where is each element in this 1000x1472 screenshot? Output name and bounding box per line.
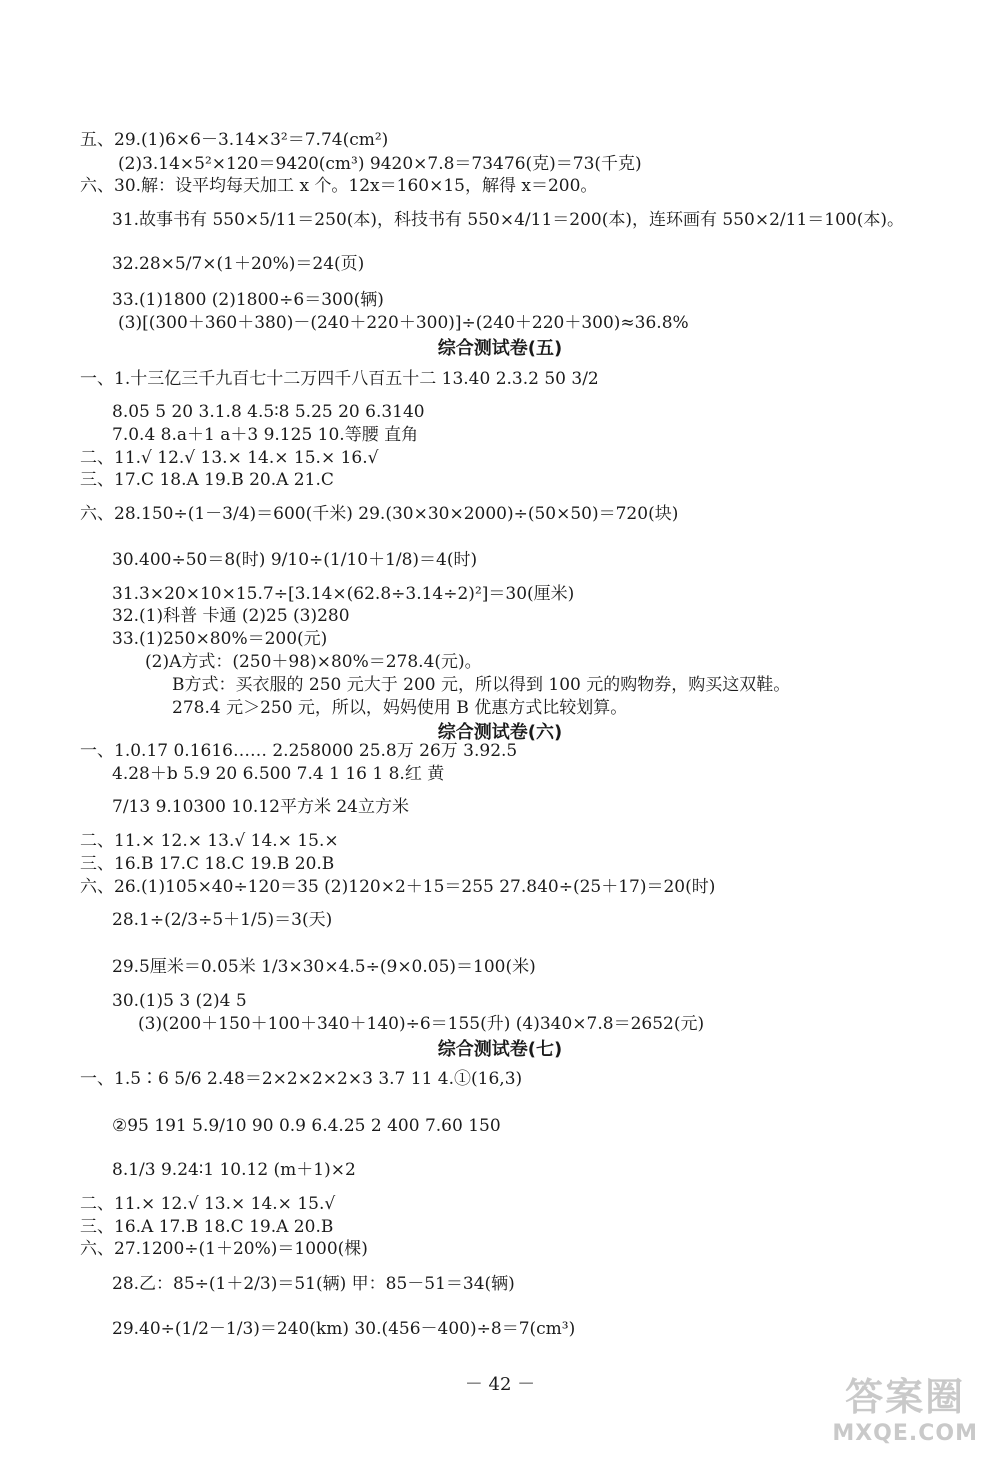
answer-line: 31.3×20×10×15.7÷[3.14×(62.8÷3.14÷2)²]＝30(厘米) [112, 584, 575, 604]
answer-line: 三、16.A 17.B 18.C 19.A 20.B [80, 1217, 334, 1237]
answer-line: 30.400÷50＝8(时) 9/10÷(1/10＋1/8)＝4(时) [112, 550, 478, 570]
answer-line: ②95 191 5.9/10 90 0.9 6.4.25 2 400 7.60 150 [112, 1116, 501, 1136]
answer-line: 8.05 5 20 3.1.8 4.5∶8 5.25 20 6.3140 [112, 402, 425, 422]
answer-line: 29.5厘米＝0.05米 1/3×30×4.5÷(9×0.05)＝100(米) [112, 957, 536, 977]
answer-line: 4.28＋b 5.9 20 6.500 7.4 1 16 1 8.红 黄 [112, 764, 445, 784]
answer-line: (3)[(300＋360＋380)－(240＋220＋300)]÷(240＋220＋300)≈36.8% [118, 313, 689, 333]
answer-line: 28.乙：85÷(1＋2/3)＝51(辆) 甲：85－51＝34(辆) [112, 1274, 515, 1294]
section-title: 综合测试卷(五) [437, 338, 563, 359]
answer-line: 7.0.4 8.a＋1 a＋3 9.125 10.等腰 直角 [112, 425, 419, 445]
answer-line: 五、29.(1)6×6－3.14×3²＝7.74(cm²) [80, 130, 389, 150]
watermark-text: 答案圈 [845, 1375, 966, 1419]
watermark-url: MXQE.COM [832, 1421, 978, 1446]
section-title: 综合测试卷(七) [437, 1039, 563, 1060]
answer-line: (3)(200＋150＋100＋340＋140)÷6＝155(升) (4)340×7.8＝2652(元) [138, 1014, 705, 1034]
answer-line: 7/13 9.10300 10.12平方米 24立方米 [112, 797, 409, 817]
answer-line: 一、1.5∶6 5/6 2.48＝2×2×2×2×3 3.7 11 4.①(16,3) [80, 1069, 523, 1089]
answer-line: 29.40÷(1/2－1/3)＝240(km) 30.(456－400)÷8＝7(cm³) [112, 1319, 576, 1339]
answer-line: 32.(1)科普 卡通 (2)25 (3)280 [112, 606, 350, 626]
answer-line: (2)3.14×5²×120＝9420(cm³) 9420×7.8＝73476(克)＝73(千克) [118, 154, 642, 174]
answer-line: 三、17.C 18.A 19.B 20.A 21.C [80, 470, 334, 490]
answer-line: 32.28×5/7×(1＋20%)＝24(页) [112, 254, 365, 274]
answer-line: 二、11.× 12.√ 13.× 14.× 15.√ [80, 1194, 336, 1214]
answer-line: 六、28.150÷(1－3/4)＝600(千米) 29.(30×30×2000)÷(50×50)＝720(块) [80, 504, 679, 524]
answer-line: 31.故事书有 550×5/11＝250(本)，科技书有 550×4/11＝200(本)，连环画有 550×2/11＝100(本)。 [112, 210, 904, 230]
answer-line: 278.4 元＞250 元，所以，妈妈使用 B 优惠方式比较划算。 [172, 698, 628, 718]
answer-line: (2)A方式：(250＋98)×80%＝278.4(元)。 [145, 652, 482, 672]
answer-line: 30.(1)5 3 (2)4 5 [112, 991, 247, 1011]
answer-line: 六、30.解：设平均每天加工 x 个。12x＝160×15，解得 x＝200。 [80, 176, 598, 196]
page-number: － 42 － [464, 1374, 536, 1395]
answer-line: 28.1÷(2/3÷5＋1/5)＝3(天) [112, 910, 333, 930]
answer-line: 8.1/3 9.24∶1 10.12 (m＋1)×2 [112, 1160, 356, 1180]
section-title: 综合测试卷(六) [437, 722, 563, 743]
answer-line: B方式：买衣服的 250 元大于 200 元，所以得到 100 元的购物券，购买这双鞋。 [172, 675, 791, 695]
answer-line: 33.(1)250×80%＝200(元) [112, 629, 328, 649]
answer-line: 33.(1)1800 (2)1800÷6＝300(辆) [112, 290, 384, 310]
answer-line: 一、1.0.17 0.1616…… 2.258000 25.8万 26万 3.92.5 [80, 741, 518, 761]
watermark-logo [832, 1366, 978, 1446]
answer-line: 二、11.× 12.× 13.√ 14.× 15.× [80, 831, 339, 851]
answer-line: 三、16.B 17.C 18.C 19.B 20.B [80, 854, 335, 874]
answer-line: 二、11.√ 12.√ 13.× 14.× 15.× 16.√ [80, 448, 379, 468]
answer-line: 一、1.十三亿三千九百七十二万四千八百五十二 13.40 2.3.2 50 3/2 [80, 369, 599, 389]
answer-line: 六、26.(1)105×40÷120＝35 (2)120×2＋15＝255 27.840÷(25＋17)＝20(时) [80, 877, 716, 897]
answer-line: 六、27.1200÷(1＋20%)＝1000(棵) [80, 1239, 368, 1259]
